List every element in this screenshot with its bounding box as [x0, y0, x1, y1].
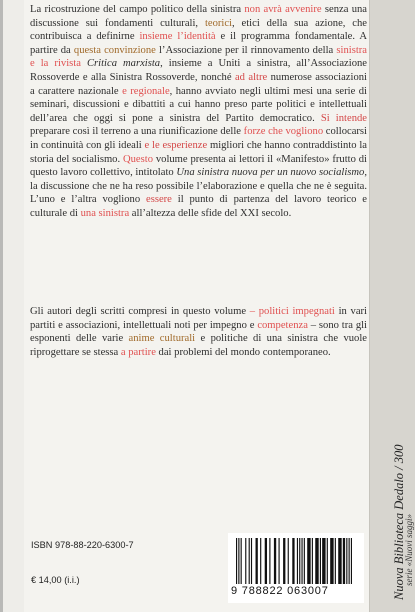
- barcode-bar: [251, 538, 252, 584]
- series-subtitle: serie «Nuovi saggi»: [404, 514, 414, 586]
- barcode-bar: [265, 538, 267, 584]
- authors-highlight: a partire: [120, 346, 156, 358]
- blurb-text: senza una discussione sui fondamenti culturali,: [30, 4, 367, 29]
- authors-highlight: – politici impegnati: [249, 306, 335, 317]
- blurb-text: il punto di partenza del lavoro teorico e culturale di: [30, 194, 367, 219]
- blurb-highlight: e le esperienze: [144, 139, 208, 151]
- barcode-bar: [327, 538, 328, 584]
- barcode-bar: [338, 538, 341, 584]
- cover-edge: [0, 0, 3, 612]
- blurb-text: , la discussione che ne ha reso possibile l’elaborazione e quella che ne è seguita. L’uno e l’altra vogliono: [30, 167, 367, 206]
- manifesto-title: Una sinistra nuova per un nuovo socialismo: [176, 167, 365, 179]
- barcode-bar: [312, 538, 313, 584]
- barcode-bar: [335, 538, 336, 584]
- barcode-bar: [343, 538, 345, 584]
- barcode-bar: [260, 538, 261, 584]
- authors-text: – sono tra gli esponenti delle varie: [30, 319, 368, 345]
- blurb-text: , etici della sua azione, che contribuisca a definirne: [30, 17, 367, 43]
- barcode-bar: [245, 538, 246, 584]
- blurb-text: volume presenta ai lettori il «Manifesto» frutto di questo lavoro collettivo, intitolato: [30, 153, 367, 179]
- blurb-text: all’altezza delle sfide del XXI secolo.: [129, 207, 292, 219]
- blurb-paragraph: [30, 3, 367, 221]
- barcode-bars: [236, 538, 356, 586]
- blurb-highlight: e regionale: [122, 85, 170, 97]
- blurb-highlight: essere: [146, 194, 172, 206]
- barcode-bar: [330, 538, 333, 584]
- barcode-bar: [238, 538, 239, 584]
- barcode-bar: [297, 538, 298, 584]
- series-label: [392, 444, 414, 600]
- blurb-text: e il programma fondamentale. A partire da: [30, 31, 367, 56]
- blurb-highlight: non avrà avvenire: [244, 4, 322, 15]
- barcode-bar: [283, 538, 285, 584]
- blurb-highlight: una sinistra: [80, 207, 130, 219]
- blurb-text: La ricostruzione del campo politico della sinistra: [30, 4, 245, 15]
- authors-text: e politiche di una sinistra che vuole riprogettare se stessa: [30, 333, 367, 358]
- barcode-bar: [315, 538, 318, 584]
- blurb-text: preparare così il terreno a una riunificazione delle: [30, 126, 244, 138]
- barcode-bar: [249, 538, 250, 584]
- barcode-bar: [292, 538, 294, 584]
- authors-text: in vari partiti e associazioni, intellettuali noti per impegno e: [30, 306, 367, 331]
- barcode-bar: [241, 538, 242, 584]
- price-label: € 14,00 (i.i.): [31, 575, 80, 585]
- blurb-highlight: ad altre: [234, 71, 268, 83]
- authors-paragraph: [30, 305, 367, 359]
- authors-highlight: competenza: [257, 319, 308, 331]
- blurb-text: , insieme a Uniti a sinistra, all’Associazione Rossoverde e alla Sinistra Rossoverde, nonché: [30, 58, 367, 83]
- blurb-highlight: questa convinzione: [73, 44, 156, 56]
- barcode-bar: [256, 538, 258, 584]
- authors-text: dai problemi del mondo contemporaneo.: [155, 346, 331, 358]
- blurb-highlight: Questo: [122, 153, 153, 165]
- blurb-highlight: Si intende: [320, 112, 367, 124]
- blurb-highlight: insieme l’identità: [139, 31, 216, 43]
- authors-text: Gli autori degli scritti compresi in questo volume: [30, 306, 250, 317]
- barcode-bar: [236, 538, 237, 584]
- barcode-bar: [274, 538, 276, 584]
- blurb-highlight: sinistra e la rivista: [30, 44, 367, 70]
- isbn-number: ISBN 978-88-220-6300-7: [31, 540, 134, 550]
- blurb-text: numerose associazioni a carattere nazionale: [30, 71, 367, 97]
- blurb-highlight: forze che vogliono: [243, 126, 324, 138]
- blurb-text: migliori che hanno contraddistinto la storia del socialismo.: [30, 139, 368, 165]
- journal-title: Critica marxista: [86, 58, 161, 70]
- blurb-highlight: teorici: [204, 17, 232, 29]
- blurb-text: collocarsi in continuità con gli ideali: [30, 126, 367, 151]
- barcode-bar: [320, 538, 321, 584]
- barcode-bar: [288, 538, 289, 584]
- barcode-bar: [346, 538, 347, 584]
- barcode-bar: [299, 538, 300, 584]
- blurb-text: , hanno avviato negli ultimi mesi una serie di seminari, discussioni e dibattiti a cui hanno preso parte politici e intellettuali dell’area che oggi si pone a sinistra del Partito democratico.: [30, 85, 367, 124]
- blurb-text: l’Associazione per il rinnovamento della: [155, 44, 337, 56]
- series-title: Nuova Biblioteca Dedalo / 300: [392, 444, 406, 600]
- barcode-bar: [307, 538, 310, 584]
- barcode-bar: [322, 538, 325, 584]
- barcode-bar: [279, 538, 280, 584]
- barcode-bar: [304, 538, 305, 584]
- barcode-bar: [351, 538, 352, 584]
- barcode-bar: [269, 538, 270, 584]
- barcode-digits: 9 788822 063007: [231, 585, 329, 597]
- barcode-bar: [349, 538, 350, 584]
- barcode: [228, 533, 364, 603]
- barcode-bar: [301, 538, 302, 584]
- authors-highlight: anime culturali: [128, 333, 196, 345]
